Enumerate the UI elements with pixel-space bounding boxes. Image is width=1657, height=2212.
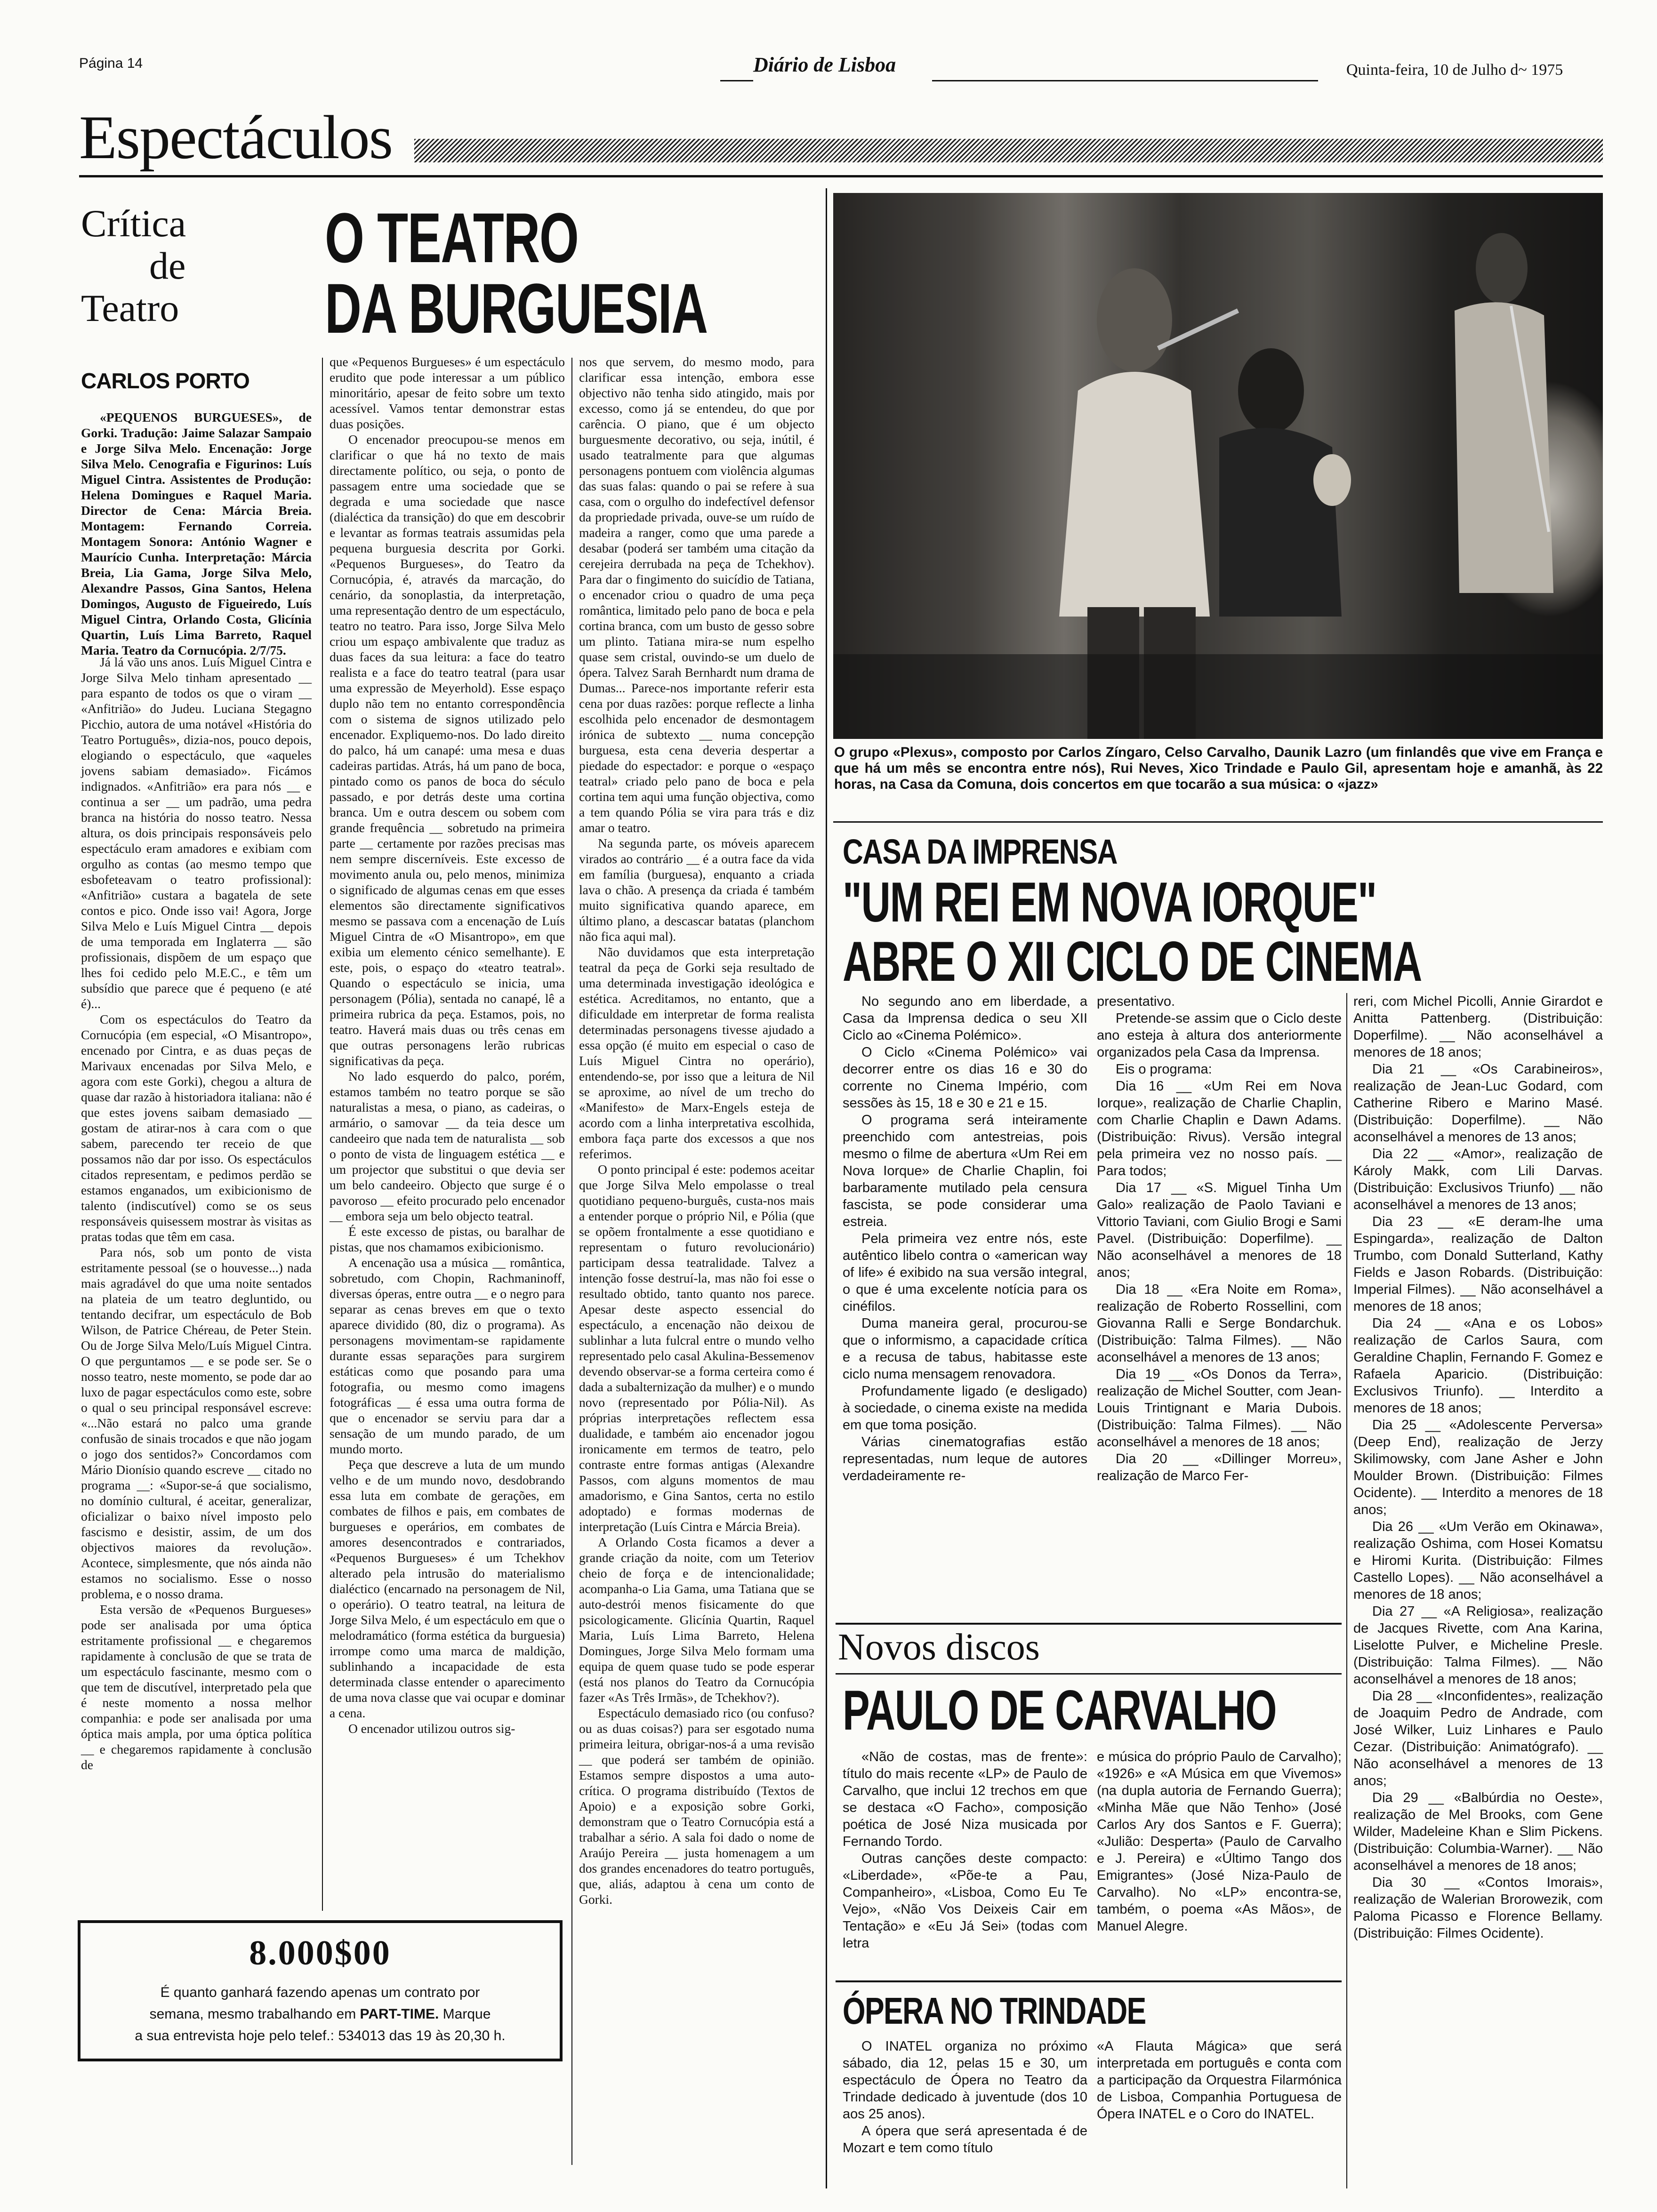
opera-col1 (843, 2038, 1087, 2198)
critica-col1-p1: Já lá vão uns anos. Luís Miguel Cintra e Jorge Silva Melo tinham apresentado __ para espanto de todos os que o viram __ «Anfitrião» do Judeu. Luciana Stegagno Picchio, autora de uma notável «História do Teatro Português», dizia-nos, pouco depois, elogiando o espectáculo, que «aqueles jovens sabiam demasiado». Ficámos indignados. «Anfitrião» era para nós __ e continua a ser __ um padrão, uma pedra branca na história do nosso teatro. Nessa altura, os dois principais responsáveis pelo espectáculo eram amadores e exibiam com orgulho as contas (ao mesmo tempo que esbofeteavam o teatro profissional): «Anfitrião» custara a bagatela de sete contos e pico. Onde isso vai! Agora, Jorge Silva Melo e Luís Miguel Cintra __ depois de uma temporada em Inglaterra __ são profissionais, dispõem de um espaço que lhes foi cedido pelo M.E.C., e têm um subsídio que parece que é pequeno (e até é)... (81, 655, 312, 1011)
casa-col3-p7: Dia 26 __ «Um Verão em Okinawa», realização Oshima, com Hosei Komatsu e Hiromi Kurita. (Distribuição: Filmes Castello Lopes). __ Não aconselhável a menores de 18 anos; (1353, 1519, 1603, 1602)
part-time-ad (78, 1920, 563, 2061)
critica-col1 (81, 654, 312, 1901)
discos-rule-mid (836, 1673, 1342, 1675)
critica-col3-p3: Não duvidamos que esta interpretação teatral da peça de Gorki seja resultado de uma determinada investigação ideológica e estética. Acreditamos, no entanto, que a dificuldade em interpretar de forma realista determinadas personagens tivesse ajudado a essa opção (é muito em especial o caso de Luís Miguel Cintra no operário), entendendo-se, por isso que a leitura de Nil se aproxime, ao nível de um trecho do «Manifesto» de Marx-Engels esteja de acordo com a linha interpretativa escolhida, embora faça parte dos excessos a que nos referimos. (579, 945, 814, 1161)
casa-col2-p1: presentativo. (1097, 994, 1175, 1009)
casa-col1-p3: O programa será inteiramente preenchido com antestreias, pois mesmo o filme de abertura «Um Rei em Nova Iorque» de Charlie Chaplin, foi barbaramente mutilado pela censura fascista, se pode considerar uma estreia. (843, 1113, 1087, 1229)
casa-col1-p1: No segundo ano em liberdade, a Casa da Imprensa dedica o seu XII Ciclo ao «Cinema Polémico». (843, 994, 1087, 1043)
page-number: Página 14 (79, 56, 143, 71)
issue-date: Quinta-feira, 10 de Julho d~ 1975 (1346, 61, 1563, 79)
casa-col3 (1353, 993, 1603, 2198)
masthead: Diário de Lisboa (753, 53, 896, 76)
casa-col2-p3: Eis o programa: (1116, 1062, 1212, 1077)
discos-rule-top (836, 1623, 1342, 1625)
plexus-photo-figures (833, 193, 1603, 739)
casa-divider (1346, 993, 1347, 2188)
casa-col2-p8: Dia 20 __ «Dillinger Morreu», realização de Marco Fer- (1097, 1451, 1342, 1483)
discos-col2-p1: e música do próprio Paulo de Carvalho); «1926» e «A Música em que Vivemos» (na dupla autoria de Fernando Guerra); «Minha Mãe que Não Tenho» (José Carlos Ary dos Santos e F. Guerra); «Julião: Desperta» (Paulo de Carvalho e J. Pereira) e «Último Tango dos Emigrantes» (José Niza-Paulo de Carvalho). No «LP» encontra-se, também, o poema «As Mãos», de Manuel Alegre. (1097, 1749, 1342, 1934)
critica-col3 (579, 354, 814, 2180)
casa-col2-p5: Dia 17 __ «S. Miguel Tinha Um Galo» realização de Paolo Taviani e Vittorio Taviani, com Giulio Brogi e Sami Pavel. (Distribuição: Doperfilme). __ Não aconselhável a menores de 18 anos; (1097, 1180, 1342, 1280)
casa-col1-p6: Profundamente ligado (e desligado) à sociedade, o cinema existe na medida em que toma posição. (843, 1384, 1087, 1433)
critica-col3-p6: Espectáculo demasiado rico (ou confuso? ou as duas coisas?) para ser esgotado numa primeira leitura, obrigar-nos-á a uma revisão __ que poderá ser também de opinião. Estamos sempre dispostos a uma auto-crítica. O programa distribuído (Textos de Apoio) e a exposição sobre Gorki, demonstram que o Teatro Cornucópia está a trabalhar a sério. A sala foi dado o nome de Araújo Pereira __ justa homenagem a um dos grandes encenadores do teatro português, que, aliás, adaptou à cena um conto de Gorki. (579, 1706, 814, 1907)
casa-col2-p2: Pretende-se assim que o Ciclo deste ano esteja à altura dos anteriormente organizados pela Casa da Imprensa. (1097, 1011, 1342, 1060)
ad-text-line2 (80, 2004, 560, 2025)
casa-col3-p8: Dia 27 __ «A Religiosa», realização de Jacques Rivette, com Ana Karina, Liselotte Pulver, e Micheline Presle. (Distribuição: Talma Filmes). __ Não aconselhável a menores de 18 anos; (1353, 1604, 1603, 1687)
ad-text-line1: É quanto ganhará fazendo apenas um contrato por (160, 1985, 480, 2000)
masthead-rule-right (932, 80, 1318, 81)
photo-caption: O grupo «Plexus», composto por Carlos Zíngaro, Celso Carvalho, Daunik Lazro (um finlandês que vive em França e que há um mês se encontra entre nós), Rui Neves, Xico Trindade e Paulo Gil, apresentam hoje e amanhã, às 22 horas, na Casa da Comuna, dois concertos em que tocarão a sua música: o «jazz» (834, 745, 1603, 792)
discos-col2 (1097, 1748, 1342, 1993)
discos-col1-p2: Outras canções deste compacto: «Liberdade», «Põe-te a Pau, Companheiro», «Lisboa, Como Eu Te Vejo», «Não Vos Deixeis Cair em Tentação» e «Eu Já Sei» (todas com letra (843, 1851, 1087, 1951)
critica-label-line1: Crítica (81, 202, 186, 245)
discos-headline-block (843, 1681, 1342, 1742)
casa-headline-line1: "UM REI EM NOVA IORQUE" (843, 871, 1376, 934)
opera-col2 (1097, 2038, 1342, 2198)
casa-col1-p4: Pela primeira vez entre nós, este autêntico libelo contra o «american way of life» é exibido na sua versão integral, o que é uma excelente notícia para os cinéfilos. (843, 1231, 1087, 1314)
casa-col3-p6: Dia 25 __ «Adolescente Perversa» (Deep End), realização de Jerzy Skilimowsky, com Jane Asher e John Moulder Brown. (Distribuição: Filmes Ocidente). __ Interdito a menores de 18 anos; (1353, 1418, 1603, 1517)
opera-headline-block (843, 1990, 1342, 2037)
critica-credits-text: «PEQUENOS BURGUESES», de Gorki. Tradução: Jaime Salazar Sampaio e Jorge Silva Melo. Encenação: Jorge Silva Melo. Cenografia e Figurinos: Luís Miguel Cintra. Assistentes de Produção: Helena Domingues e Raquel Maria. Director de Cena: Márcia Breia. Montagem: Fernando Correia. Montagem Sonora: António Wagner e Maurício Cunha. Interpretação: Márcia Breia, Lia Gama, Jorge Silva Melo, Alexandre Passos, Gina Santos, Helena Domingos, Augusto de Figueiredo, Luís Miguel Cintra, Orlando Costa, Glicínia Quartin, Luís Lima Barreto, Raquel Maria. Teatro da Cornucópia. 2/7/75. (81, 410, 312, 657)
discos-col1 (843, 1748, 1087, 1993)
critica-author: CARLOS PORTO (81, 369, 249, 393)
casa-col1-p2: O Ciclo «Cinema Polémico» vai decorrer entre os dias 16 e 30 do corrente no Cinema Império, com sessões às 15, 18 e 30 e 21 e 15. (843, 1045, 1087, 1111)
critica-col1-p4: Esta versão de «Pequenos Burgueses» pode ser analisada por uma óptica estritamente profissional __ e chegaremos rapidamente à conclusão de que se trata de um espectáculo fascinante, mesmo com o que tem de discutível, interpretado pela que é neste momento a nossa melhor companhia: e pode ser analisada por uma óptica mais ampla, por uma óptica política __ e chegaremos rapidamente à conclusão de (81, 1602, 312, 1772)
casa-col2-p4: Dia 16 __ «Um Rei em Nova Iorque», realização de Charlie Chaplin, com Charlie Chaplin e Dawn Adams. (Distribuição: Rivus). Versão integral pela primeira vez no nosso país. __ Para todos; (1097, 1079, 1342, 1178)
casa-col1-p5: Duma maneira geral, procurou-se que o informismo, a capacidade crítica e a recusa de tabus, habitasse este ciclo numa mensagem renovadora. (843, 1316, 1087, 1382)
casa-col3-p9: Dia 28 __ «Inconfidentes», realização de Joaquim Pedro de Andrade, com José Wilker, Luiz Linhares e Paulo Cezar. (Distribuição: Animatógrafo). __ Não aconselhável a menores de 13 anos; (1353, 1689, 1603, 1788)
section-title-hatch (414, 139, 1603, 162)
casa-col3-p4: Dia 23 __ «E deram-lhe uma Espingarda», realização de Dalton Trumbo, com Donald Sutterland, Kathy Fields e Jason Robards. (Distribuição: Imperial Filmes). __ Não aconselhável a menores de 18 anos; (1353, 1214, 1603, 1314)
critica-divider-1 (322, 358, 323, 1911)
critica-col2-p1: que «Pequenos Burgueses» é um espectáculo erudito que pode interessar a um público minoritário, apesar de feito sobre um texto acessível. Vamos tentar demonstrar estas duas posições. (330, 354, 565, 431)
opera-headline: ÓPERA NO TRINDADE (843, 1990, 1146, 2032)
casa-col2 (1097, 993, 1342, 1619)
critica-credits (81, 409, 312, 657)
ad-text-line3: a sua entrevista hoje pelo telef.: 534013 das 19 às 20,30 h. (135, 2028, 506, 2044)
critica-col2-p2: O encenador preocupou-se menos em clarificar o que há no texto de mais directamente político, ou seja, o ponto de passagem entre uma sociedade que se degrada e uma sociedade que nasce (dialéctica da transição) do que em descobrir e levantar as formas teatrais assumidas pela pequena burguesia descrita por Gorki. «Pequenos Burgueses», do Teatro da Cornucópia, é, através da marcação, do cenário, da sonoplastia, da interpretação, uma representação dentro de um espectáculo, teatro no teatro. Para isso, Jorge Silva Melo criou um espaço ambivalente que traduz as duas faces da sua leitura: a face do teatro realista e a face do teatro teatral (para usar uma expressão de Meyerhold). Esse espaço duplo não tem no entanto correspondência com o sistema de signos utilizado pelo encenador. Expliquemo-nos. Do lado direito do palco, há um canapé: uma mesa e duas cadeiras partidas. Atrás, há um pano de boca, pintado como os panos de boca do século passado, e por detrás deste uma cortina branca. Um e outra descem ou sobem com grande frequência __ sobretudo na primeira parte __ certamente por razões precisas mas nem sempre discerníveis. Este excesso de movimento anula ou, pelo menos, minimiza o significado de algumas cenas em que esses elementos são directamente significativos mesmo se passava com a encenação de Luís Miguel Cintra de «O Misantropo», em que exibia um elemento cénico semelhante). E este, pois, o espaço do «teatro teatral». Quando o espectáculo se inicia, uma personagem (Pólia), sentada no canapé, lê a primeira rubrica da peça. Estamos, pois, no teatro. Haverá mais duas ou três cenas em que outras personagens lerão rubricas significativas da peça. (330, 432, 565, 1068)
section-rule (79, 175, 1603, 177)
critica-col3-p2: Na segunda parte, os móveis aparecem virados ao contrário __ é a outra face da vida em família (burguesa), enquanto a criada lava o chão. A presença da criada é também muito significativa quando aparece, em último plano, a descascar batatas (planchom não fica aqui mal). (579, 836, 814, 944)
casa-col1-p7: Várias cinematografias estão representadas, num leque de autores verdadeiramente re- (843, 1435, 1087, 1483)
critica-col2-p7: O encenador utilizou outros sig- (348, 1721, 515, 1736)
critica-col3-p5: A Orlando Costa ficamos a dever a grande criação da noite, com um Teteriov cheio de força e de intencionalidade; acompanha-o Lia Gama, uma Tatiana que se auto-destrói menos fisicamente do que psicologicamente. Glicínia Quartin, Raquel Maria, Luís Lima Barreto, Helena Domingues, Jorge Silva Melo formam uma equipa de quem quase tudo se pode esperar (está nos planos do Teatro da Cornucópia fazer «As Três Irmãs», de Tchekhov?). (579, 1535, 814, 1705)
casa-col3-p3: Dia 22 __ «Amor», realização de Károly Makk, com Lili Darvas. (Distribuição: Exclusivos Triunfo) __ não aconselhável a menores de 13 anos; (1353, 1146, 1603, 1212)
casa-headline-block (843, 832, 1601, 993)
casa-col3-p1: reri, com Michel Picolli, Annie Girardot e Anitta Pattenberg. (Distribuição: Doperfilme). __ Não aconselhável a menores de 18 anos; (1353, 994, 1603, 1060)
critica-col2-p4: É este excesso de pistas, ou baralhar de pistas, que nos chamamos exibicionismo. (330, 1224, 565, 1254)
casa-col3-p2: Dia 21 __ «Os Carabineiros», realização de Jean-Luc Godard, com Catherine Ribero e Marino Masé. (Distribuição: Doperfilme). __ Não aconselhável a menores de 13 anos; (1353, 1062, 1603, 1145)
critica-headline (325, 198, 796, 348)
critica-col2 (330, 354, 565, 1888)
critica-headline-line1: O TEATRO (325, 198, 579, 277)
critica-divider-2 (571, 358, 572, 2165)
page-divider-vertical (826, 188, 827, 2188)
discos-headline: PAULO DE CARVALHO (843, 1679, 1277, 1742)
ad-text-line2-bold: PART-TIME. (360, 2006, 439, 2022)
casa-col3-p11: Dia 30 __ «Contos Imorais», realização de Walerian Brorowezik, com Paloma Picasso e Florence Bellamy. (Distribuição: Filmes Ocidente). (1353, 1875, 1603, 1941)
critica-col3-p1: nos que servem, do mesmo modo, para clarificar essa intenção, embora esse objectivo não tenha sido atingido, mais por excesso, como já se entendeu, do que por carência. O piano, que é um objecto burguesmente decorativo, ou seja, inútil, é usado teatralmente para que algumas personagens pontuem com violência algumas das suas falas: quando o pai se refere à sua casa, com o orgulho do indefectível defensor da propriedade privada, ouve-se um ruído de madeira a ranger, como que uma parede a desabar (poderá ser também uma citação da cerejeira derrubada na peça de Tchekhov). Para dar o fingimento do suicídio de Tatiana, o encenador criou o quadro de uma peça romântica, limitado pelo pano de boca e pela cortina branca, com um busto de gesso sobre um plinto. Tatiana mira-se num espelho quase sem cristal, ouvindo-se um duelo de ópera. Talvez Sarah Bernhardt num drama de Dumas... Parece-nos importante referir esta cena por duas razões: porque reflecte a linha escolhida pelo encenador de desmontagem irónica de subtexto __ numa concepção burguesa, esta cena deveria despertar a piedade do espectador: e porque o «espaço teatral» criado pelo pano de boca e pela cortina tem aqui uma função objectiva, como a tem quando Pólia se vira para trás e diz amar o teatro. (579, 354, 814, 835)
opera-col2-p1: «A Flauta Mágica» que será interpretada em português e conta com a participação da Orquestra Filarmónica de Lisboa, Companhia Portuguesa de Ópera INATEL e o Coro do INATEL. (1097, 2039, 1342, 2122)
ad-text-line2-post: Marque (442, 2006, 491, 2022)
critica-label-line3: Teatro (81, 287, 179, 329)
critica-col2-p5: A encenação usa a música __ romântica, sobretudo, com Chopin, Rachmaninoff, diversas óperas, entre outra __ e o negro para separar as cenas breves em que o texto aparece dividido (80, diz o programa). As personagens movimentam-se rapidamente durante essas separações para surgirem estáticas como que posando para uma fotografia, ou mesmo como imagens fotográficas __ é essa uma outra forma de que o encenador se serviu para dar a sensação de um mundo parado, de um mundo morto. (330, 1255, 565, 1456)
opera-col1-p1: O INATEL organiza no próximo sábado, dia 12, pelas 15 e 30, um espectáculo de Ópera no Teatro da Trindade dedicado à juventude (dos 10 aos 25 anos). (843, 2039, 1087, 2122)
ad-text-line2-pre: semana, mesmo trabalhando em (149, 2006, 356, 2022)
discos-label: Novos discos (838, 1627, 1040, 1668)
critica-col2-p6: Peça que descreve a luta de um mundo velho e de um mundo novo, desdobrando essa luta em combate de gerações, em combates de filhos e pais, em combates de burgueses e operários, em combates de amores desencontrados e contrariados, «Pequenos Burgueses» é um Tchekhov alterado pela intrusão do materialismo dialéctico (encarnado na personagem de Nil, o operário). O teatro teatral, na leitura de Jorge Silva Melo, é um espectáculo em que o melodramático (forma estética da burguesia) irrompe como uma marca de maldição, sublinhando a incapacidade de esta determinada classe entender o aparecimento de uma nova classe que vai ocupar e dominar a cena. (330, 1457, 565, 1720)
plexus-photo (833, 193, 1603, 739)
casa-col3-p5: Dia 24 __ «Ana e os Lobos» realização de Carlos Saura, com Geraldine Chaplin, Fernando F. Gomez e Rafaela Aparicio. (Distribuição: Exclusivos Triunfo). __ Interdito a menores de 18 anos; (1353, 1316, 1603, 1416)
casa-col2-p7: Dia 19 __ «Os Donos da Terra», realização de Michel Soutter, com Jean-Louis Trintignant e Maria Dubois. (Distribuição: Talma Filmes). __ Não aconselhável a menores de 18 anos; (1097, 1367, 1342, 1450)
discos-col1-p1: «Não de costas, mas de frente»: título do mais recente «LP» de Paulo de Carvalho, que inclui 12 trechos em que se destaca «O Facho», composição poética de José Niza musicada por Fernando Tordo. (843, 1749, 1087, 1849)
critica-headline-line2: DA BURGUESIA (325, 269, 708, 348)
caption-rule (833, 821, 1603, 823)
section-title: Espectáculos (79, 103, 393, 172)
masthead-rule-left (720, 80, 753, 81)
critica-label (81, 202, 279, 329)
opera-rule-top (836, 1980, 1342, 1982)
casa-col2-p6: Dia 18 __ «Era Noite em Roma», realização de Roberto Rossellini, com Giovanna Ralli e Serge Bondarchuk. (Distribuição: Talma Filmes). __ Não aconselhável a menores de 13 anos; (1097, 1282, 1342, 1365)
critica-col3-p4: O ponto principal é este: podemos aceitar que Jorge Silva Melo empolasse o treal quotidiano pequeno-burguês, custa-nos mais a entender porque o próprio Nil, e Pólia (que se opõem frontalmente a esse quotidiano e representam o futuro revolucionário) participam dessa teatralidade. Talvez a intenção fosse destruí-la, mas não foi esse o resultado obtido, tanto quanto nos parece. Apesar deste aspecto essencial do espectáculo, a encenação não deixou de sublinhar a luta fulcral entre o mundo velho representado pelo casal Akulina-Bessemenov devendo observar-se a forma certeira como é dada a subalternização da mulher) e o mundo novo (representado por Pólia-Nil). As próprias interpretações reflectem essa dualidade, e também aio encenador jogou ironicamente em termos de teatro, pelo contraste entre formas antigas (Alexandre Passos, com alguns momentos de mau amadorismo, e Gina Santos, certa no estilo adoptado) e formas modernas de interpretação (Luís Cintra e Márcia Breia). (579, 1162, 814, 1534)
critica-col1-p2: Com os espectáculos do Teatro da Cornucópia (em especial, «O Misantropo», encenado por Cintra, e as duas peças de Marivaux encenadas por Silva Melo, e agora com este Gorki), chegou a altura de quase dar razão à historiadora italiana: não é que estes jovens saibam demasiado __ gostam de atirar-nos à cara com o que sabem, parecendo ter receio de que possamos não dar por isso. Os espectáculos citados representam, e pedimos perdão se estamos enganados, um exibicionismo de talento (indiscutível) como se os seus responsáveis quisessem mostrar às visitas as pratas todas que têm em casa. (81, 1012, 312, 1244)
critica-col1-p3: Para nós, sob um ponto de vista estritamente pessoal (se o houvesse...) nada mais agradável do que uma noite sentados na plateia de um teatro degluntido, ou tentando decifrar, um espectáculo de Bob Wilson, de Patrice Chéreau, de Peter Stein. Ou de Jorge Silva Melo/Luís Miguel Cintra. O que perguntamos __ e se pode ser. Se o nosso teatro, neste momento, se pode dar ao luxo de pagar espectáculos como este, sobre o qual o seu principal responsável escreve: «...Não estará no palco uma grande confusão de sinais trocados e que não jogam o jogo dos sentidos?» Concordamos com Mário Dionísio quando escreve __ citado no programa __: «Supor-se-á que socialismo, no domínio cultural, é aceitar, generalizar, oficializar o baixo nível imposto pelo fascismo e desistir, assim, de um dos objectivos maiores da revolução». Acontece, simplesmente, que nós ainda não estamos no socialismo. Esse o nosso problema, e o nosso drama. (81, 1245, 312, 1601)
critica-col2-p3: No lado esquerdo do palco, porém, estamos também no teatro porque se são naturalistas a mesa, o piano, as cadeiras, o armário, o samovar __ da teia desce um candeeiro que nada tem de naturalista __ sob o ponto de vista de linguagem estética __ e um projector que substitui o que devia ser um belo candeeiro. Objecto que surge é o pavoroso __ efeito procurado pelo encenador __ embora seja um belo objecto teatral. (330, 1069, 565, 1223)
critica-label-line2: de (149, 244, 186, 287)
casa-kicker: CASA DA IMPRENSA (843, 832, 1117, 871)
casa-col1 (843, 993, 1087, 1619)
casa-col3-p10: Dia 29 __ «Balbúrdia no Oeste», realização de Mel Brooks, com Gene Wilder, Madeleine Khan e Slim Pickens. (Distribuição: Columbia-Warner). __ Não aconselhável a menores de 18 anos; (1353, 1790, 1603, 1873)
ad-price: 8.000$00 (249, 1934, 391, 1972)
casa-headline-line2: ABRE O XII CICLO DE CINEMA (843, 930, 1422, 993)
opera-col1-p2: A ópera que será apresentada é de Mozart e tem como título (843, 2124, 1087, 2156)
